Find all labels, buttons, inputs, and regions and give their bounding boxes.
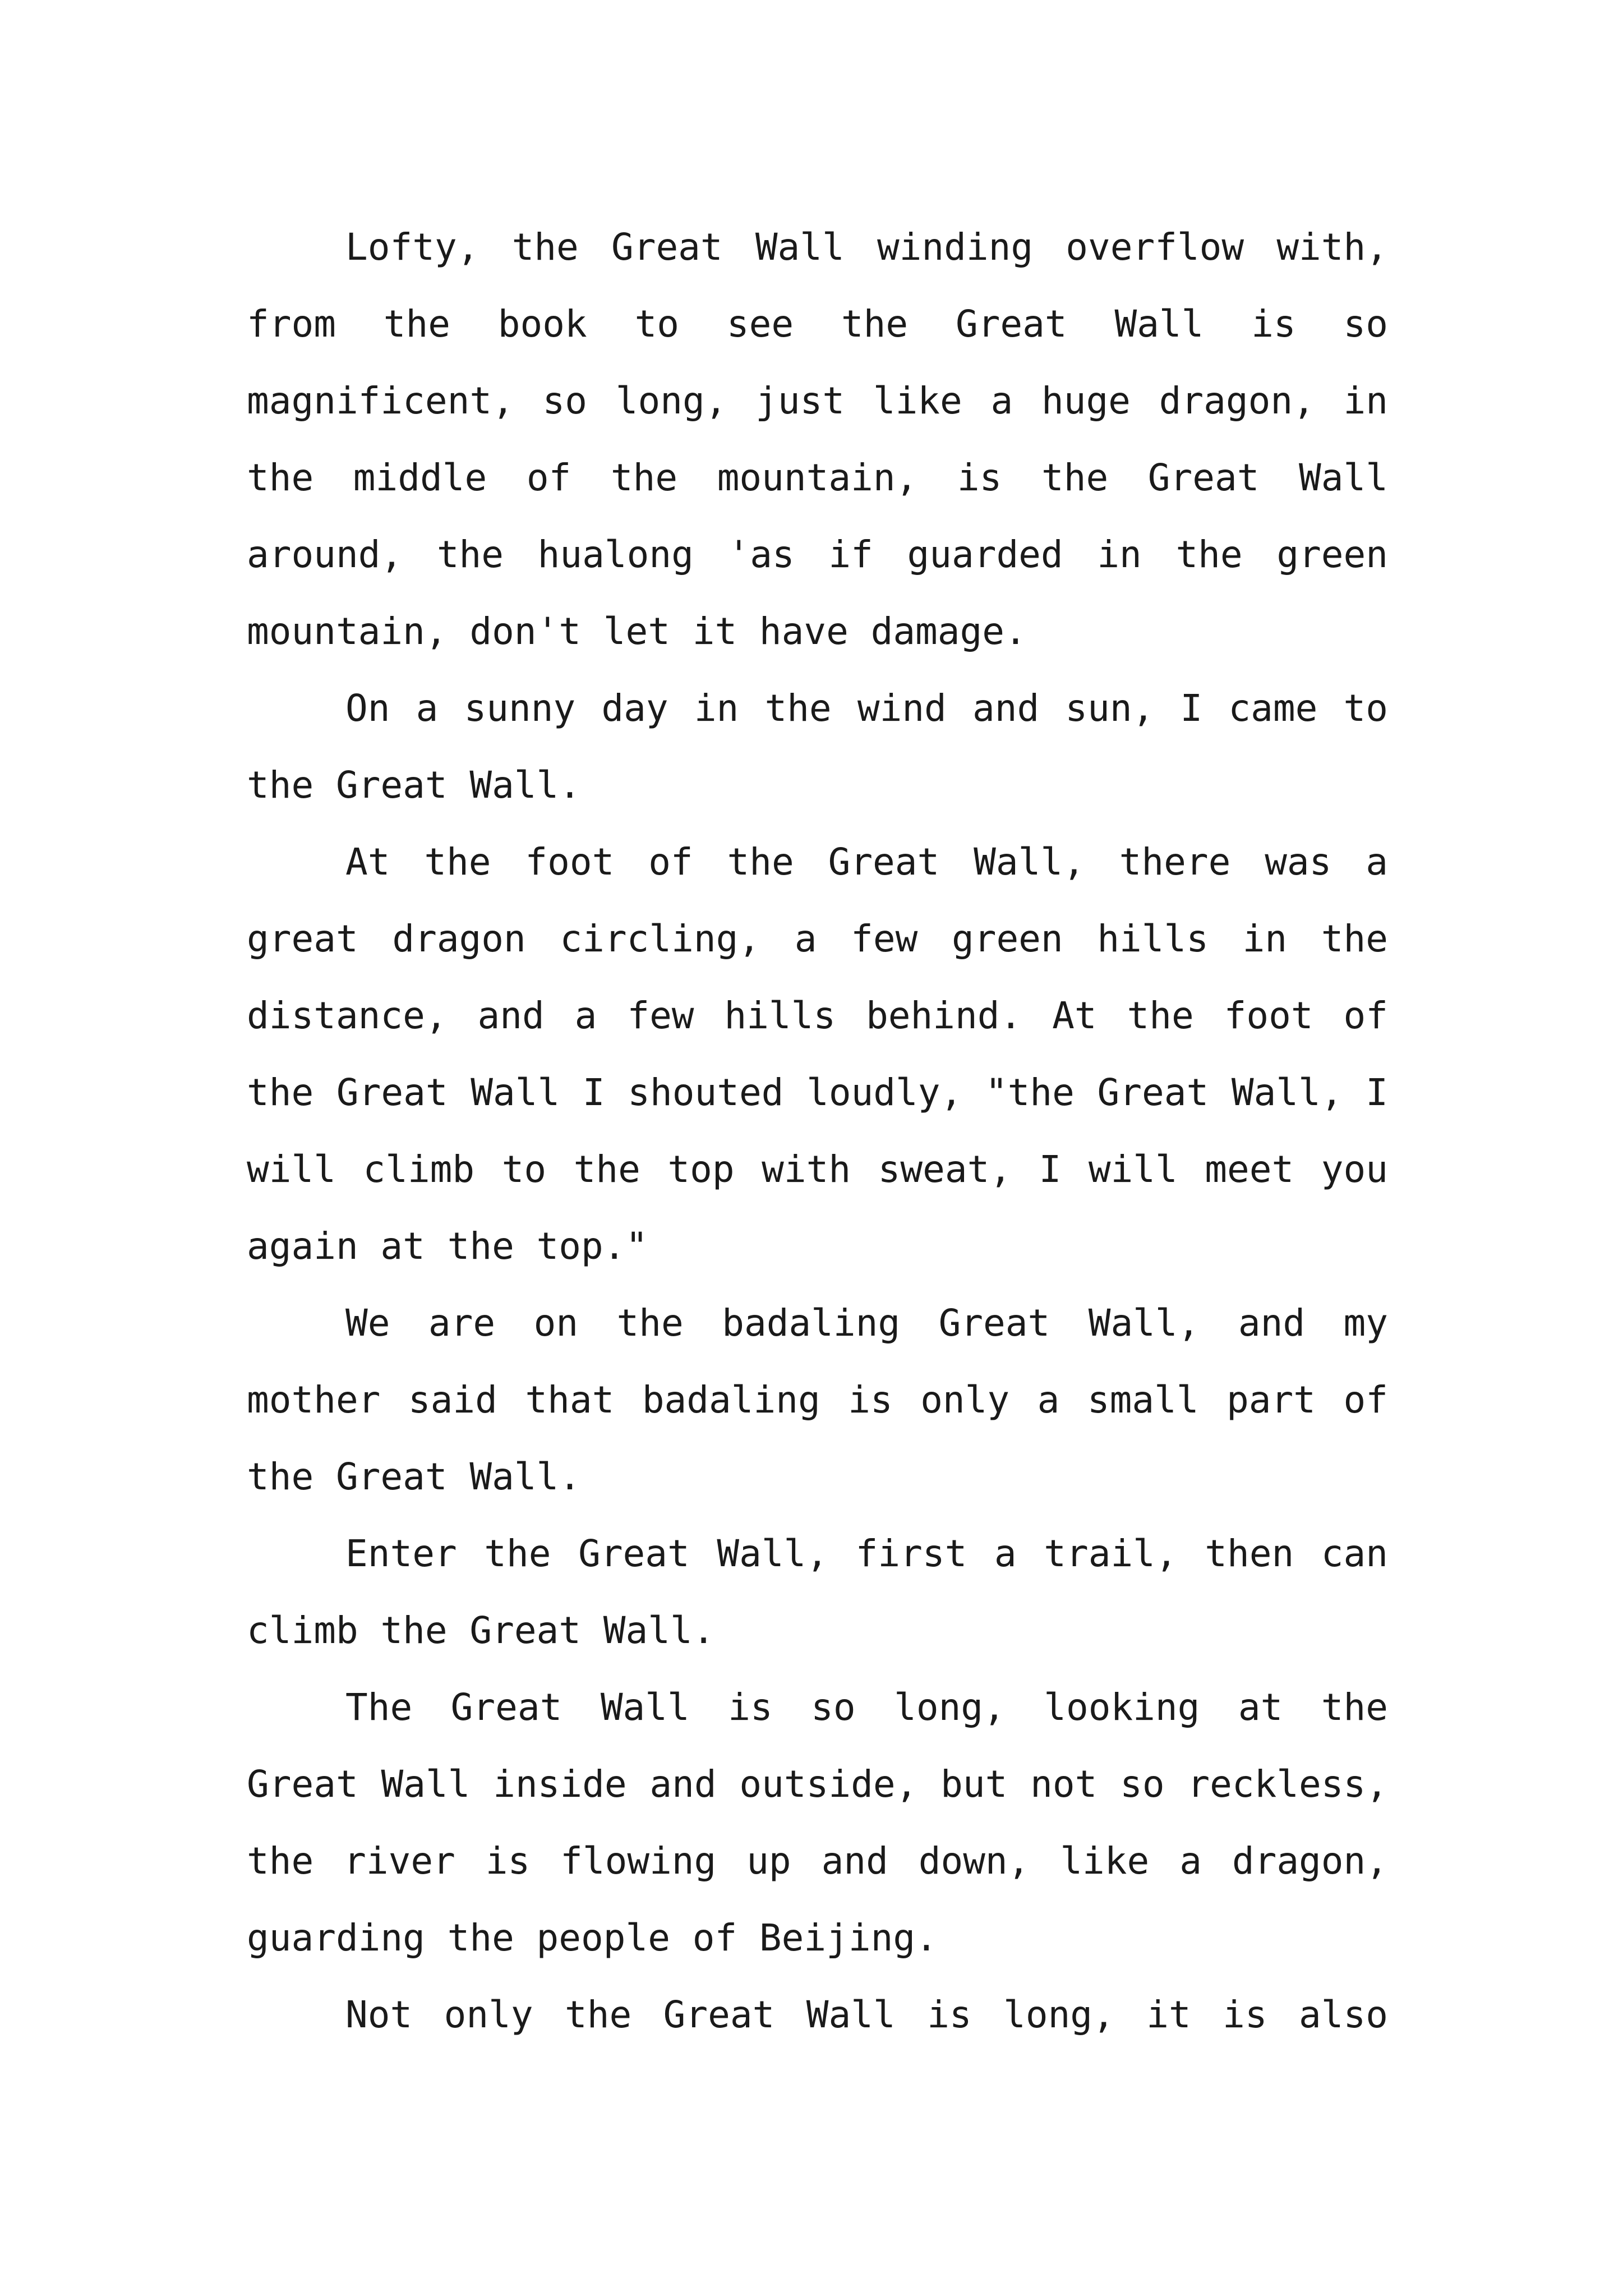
document-body: [247, 209, 1388, 2053]
paragraph: Not only the Great Wall is long, it is also: [345, 1993, 1388, 2036]
paragraph: Lofty, the Great Wall winding overflow with, from the book to see the Great Wall is so magnificent, so long, just like a huge dragon, in the middle of the mountain, is the Great Wall around, the hualong 'as if guarded in the green mountain, don't let it have damage.: [247, 226, 1388, 653]
paragraph: At the foot of the Great Wall, there was a great dragon circling, a few green hills in the distance, and a few hills behind. At the foot of the Great Wall I shouted loudly, "the Great Wall, I will climb to the top with sweat, I will meet you again at the top.": [247, 840, 1388, 1268]
paragraph: The Great Wall is so long, looking at the Great Wall inside and outside, but not so reckless, the river is flowing up and down, like a dragon, guarding the people of Beijing.: [247, 1686, 1388, 1959]
paragraph: Enter the Great Wall, first a trail, then can climb the Great Wall.: [247, 1532, 1388, 1652]
paragraph: We are on the badaling Great Wall, and my mother said that badaling is only a small part of the Great Wall.: [247, 1301, 1388, 1498]
paragraph: On a sunny day in the wind and sun, I came to the Great Wall.: [247, 687, 1388, 807]
